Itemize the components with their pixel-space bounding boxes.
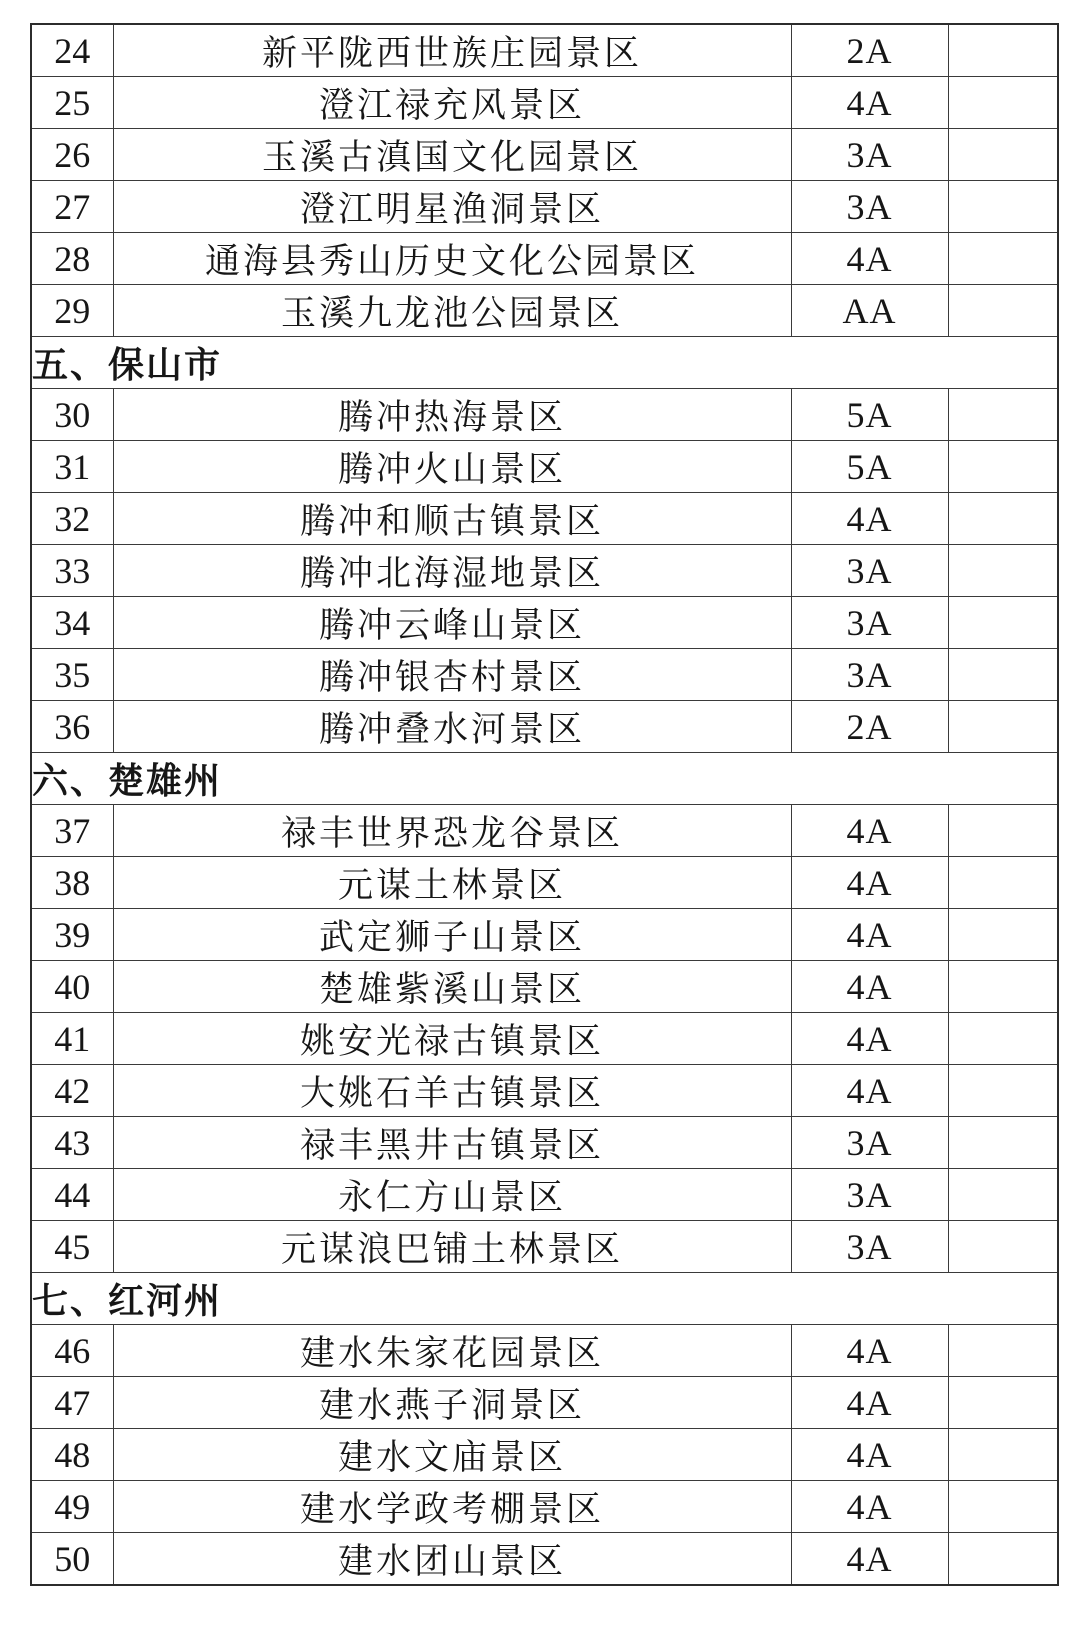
row-number-cell: 37 [31,805,113,857]
note-cell [948,389,1058,441]
table-row [31,1429,1058,1481]
table-row [31,1377,1058,1429]
row-number-cell: 39 [31,909,113,961]
table-row [31,1533,1058,1586]
row-number-cell: 48 [31,1429,113,1481]
rating-grade-cell: 4A [791,1377,948,1429]
row-number-cell: 24 [31,24,113,77]
row-number-cell: 32 [31,493,113,545]
table-row [31,805,1058,857]
note-cell [948,805,1058,857]
rating-grade-cell: 4A [791,1429,948,1481]
row-number-cell: 45 [31,1221,113,1273]
scenic-area-name-cell: 腾冲云峰山景区 [113,597,791,649]
table-row [31,285,1058,337]
rating-grade-cell: 3A [791,1169,948,1221]
table-row [31,961,1058,1013]
row-number-cell: 26 [31,129,113,181]
scenic-area-name-cell: 澄江禄充风景区 [113,77,791,129]
rating-grade-cell: 2A [791,24,948,77]
row-number-cell: 30 [31,389,113,441]
note-cell [948,545,1058,597]
note-cell [948,285,1058,337]
rating-grade-cell: 3A [791,1117,948,1169]
scenic-area-name-cell: 腾冲热海景区 [113,389,791,441]
table-row [31,129,1058,181]
row-number-cell: 50 [31,1533,113,1586]
rating-grade-cell: 4A [791,909,948,961]
scenic-area-rating-table [30,23,1059,1586]
scenic-area-name-cell: 腾冲和顺古镇景区 [113,493,791,545]
table-row [31,389,1058,441]
note-cell [948,1533,1058,1586]
scenic-area-name-cell: 元谋土林景区 [113,857,791,909]
note-cell [948,1065,1058,1117]
row-number-cell: 29 [31,285,113,337]
table-row [31,1481,1058,1533]
section-header-row [31,753,1058,805]
table-row [31,1117,1058,1169]
table-row [31,233,1058,285]
scenic-table-body [31,24,1058,1585]
note-cell [948,24,1058,77]
note-cell [948,233,1058,285]
section-label: 七、红河州 [31,1273,1058,1325]
row-number-cell: 25 [31,77,113,129]
scenic-area-name-cell: 永仁方山景区 [113,1169,791,1221]
note-cell [948,1117,1058,1169]
note-cell [948,441,1058,493]
scenic-area-name-cell: 建水学政考棚景区 [113,1481,791,1533]
rating-grade-cell: 3A [791,545,948,597]
note-cell [948,597,1058,649]
scenic-area-name-cell: 禄丰世界恐龙谷景区 [113,805,791,857]
table-row [31,493,1058,545]
table-row [31,701,1058,753]
table-row [31,545,1058,597]
section-label: 五、保山市 [31,337,1058,389]
scenic-area-name-cell: 禄丰黑井古镇景区 [113,1117,791,1169]
table-row [31,597,1058,649]
rating-grade-cell: 4A [791,857,948,909]
rating-grade-cell: 4A [791,233,948,285]
section-header-row [31,337,1058,389]
table-row [31,1013,1058,1065]
table-row [31,1169,1058,1221]
table-row [31,649,1058,701]
table-row [31,181,1058,233]
note-cell [948,909,1058,961]
scenic-area-name-cell: 玉溪九龙池公园景区 [113,285,791,337]
rating-grade-cell: 4A [791,1065,948,1117]
table-row [31,857,1058,909]
row-number-cell: 35 [31,649,113,701]
note-cell [948,857,1058,909]
rating-grade-cell: 4A [791,805,948,857]
scenic-area-name-cell: 通海县秀山历史文化公园景区 [113,233,791,285]
row-number-cell: 47 [31,1377,113,1429]
scenic-area-name-cell: 姚安光禄古镇景区 [113,1013,791,1065]
note-cell [948,1169,1058,1221]
section-label: 六、楚雄州 [31,753,1058,805]
note-cell [948,649,1058,701]
rating-grade-cell: 4A [791,1481,948,1533]
note-cell [948,1481,1058,1533]
row-number-cell: 34 [31,597,113,649]
scenic-area-name-cell: 腾冲火山景区 [113,441,791,493]
scenic-area-name-cell: 大姚石羊古镇景区 [113,1065,791,1117]
note-cell [948,1429,1058,1481]
rating-grade-cell: 4A [791,1533,948,1586]
note-cell [948,1013,1058,1065]
scenic-area-name-cell: 建水朱家花园景区 [113,1325,791,1377]
table-row [31,441,1058,493]
table-row [31,909,1058,961]
scenic-area-name-cell: 澄江明星渔洞景区 [113,181,791,233]
row-number-cell: 36 [31,701,113,753]
note-cell [948,77,1058,129]
row-number-cell: 42 [31,1065,113,1117]
note-cell [948,129,1058,181]
scenic-area-name-cell: 建水团山景区 [113,1533,791,1586]
table-row [31,1065,1058,1117]
scenic-area-name-cell: 武定狮子山景区 [113,909,791,961]
rating-grade-cell: 4A [791,1325,948,1377]
row-number-cell: 40 [31,961,113,1013]
row-number-cell: 31 [31,441,113,493]
scenic-area-name-cell: 元谋浪巴铺土林景区 [113,1221,791,1273]
rating-grade-cell: 2A [791,701,948,753]
note-cell [948,1221,1058,1273]
scenic-area-name-cell: 腾冲叠水河景区 [113,701,791,753]
rating-grade-cell: 3A [791,597,948,649]
row-number-cell: 38 [31,857,113,909]
rating-grade-cell: 4A [791,77,948,129]
row-number-cell: 28 [31,233,113,285]
table-row [31,77,1058,129]
row-number-cell: 44 [31,1169,113,1221]
scenic-area-name-cell: 腾冲北海湿地景区 [113,545,791,597]
note-cell [948,961,1058,1013]
row-number-cell: 33 [31,545,113,597]
scenic-area-name-cell: 腾冲银杏村景区 [113,649,791,701]
rating-grade-cell: AA [791,285,948,337]
section-header-row [31,1273,1058,1325]
row-number-cell: 41 [31,1013,113,1065]
rating-grade-cell: 3A [791,1221,948,1273]
row-number-cell: 46 [31,1325,113,1377]
rating-grade-cell: 4A [791,961,948,1013]
rating-grade-cell: 3A [791,129,948,181]
table-row [31,24,1058,77]
note-cell [948,493,1058,545]
row-number-cell: 27 [31,181,113,233]
scenic-area-name-cell: 建水燕子洞景区 [113,1377,791,1429]
row-number-cell: 49 [31,1481,113,1533]
rating-grade-cell: 5A [791,389,948,441]
note-cell [948,1377,1058,1429]
scenic-area-name-cell: 玉溪古滇国文化园景区 [113,129,791,181]
rating-grade-cell: 3A [791,649,948,701]
scenic-area-name-cell: 新平陇西世族庄园景区 [113,24,791,77]
scenic-area-name-cell: 建水文庙景区 [113,1429,791,1481]
rating-grade-cell: 4A [791,1013,948,1065]
note-cell [948,181,1058,233]
scenic-area-name-cell: 楚雄紫溪山景区 [113,961,791,1013]
rating-grade-cell: 3A [791,181,948,233]
rating-grade-cell: 5A [791,441,948,493]
table-row [31,1325,1058,1377]
note-cell [948,701,1058,753]
note-cell [948,1325,1058,1377]
row-number-cell: 43 [31,1117,113,1169]
rating-grade-cell: 4A [791,493,948,545]
table-row [31,1221,1058,1273]
